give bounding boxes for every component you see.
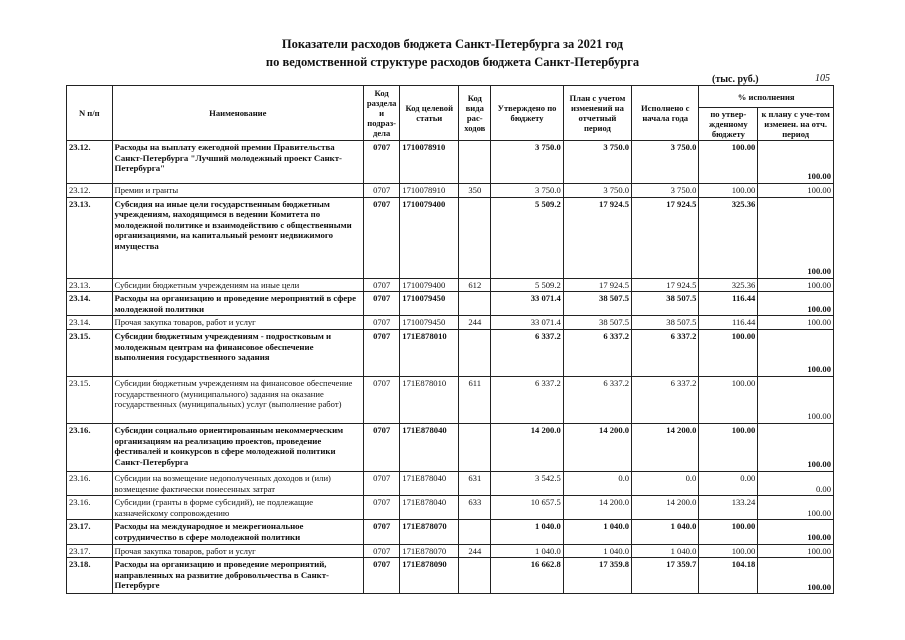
row-executed: 1 040.0 — [632, 520, 699, 544]
row-number: 23.16. — [67, 496, 113, 520]
row-pct-plan: 100.00 — [758, 278, 834, 292]
row-number: 23.17. — [67, 544, 113, 558]
row-article-code: 1710079400 — [400, 278, 459, 292]
col-section-header: Код раздела и подраз-дела — [364, 86, 400, 141]
row-pct-plan: 100.00 — [758, 329, 834, 376]
row-number: 23.13. — [67, 197, 113, 278]
table-row — [67, 423, 834, 471]
row-pct-plan: 100.00 — [758, 520, 834, 544]
col-pct-group-header: % исполнения — [699, 86, 834, 108]
row-pct-plan: 100.00 — [758, 423, 834, 471]
row-approved: 5 509.2 — [491, 197, 563, 278]
row-article-code: 1710078910 — [400, 184, 459, 198]
row-number: 23.16. — [67, 471, 113, 495]
row-section-code: 0707 — [364, 423, 400, 471]
row-plan: 17 359.8 — [563, 558, 631, 594]
row-name: Субсидии бюджетным учреждениям на финансовое обеспечение государственного (муниципального) задания на оказание государственных (муниципальных) услуг (выполнение работ) — [112, 376, 364, 423]
col-num-header: N п/п — [67, 86, 113, 141]
row-name: Субсидии на возмещение недополученных доходов и (или) возмещение фактически понесенных затрат — [112, 471, 364, 495]
row-name: Субсидия на иные цели государственным бюджетным учреждениям, находящимся в ведении Комитета по молодежной политике и взаимодействию с общественными организациями, на капитальный ремонт недвижимого имущества — [112, 197, 364, 278]
row-plan: 17 924.5 — [563, 197, 631, 278]
table-row — [67, 141, 834, 184]
row-pct-approved: 0.00 — [699, 471, 758, 495]
row-section-code: 0707 — [364, 278, 400, 292]
row-approved: 3 542.5 — [491, 471, 563, 495]
row-executed: 14 200.0 — [632, 423, 699, 471]
row-plan: 3 750.0 — [563, 141, 631, 184]
row-plan: 14 200.0 — [563, 423, 631, 471]
row-name: Расходы на организацию и проведение мероприятий, направленных на развитие добровольчества в Санкт-Петербурге — [112, 558, 364, 594]
row-name: Прочая закупка товаров, работ и услуг — [112, 544, 364, 558]
row-plan: 0.0 — [563, 471, 631, 495]
row-article-code: 171E878040 — [400, 471, 459, 495]
row-section-code: 0707 — [364, 329, 400, 376]
row-executed: 3 750.0 — [632, 184, 699, 198]
table-row — [67, 496, 834, 520]
row-pct-plan: 100.00 — [758, 141, 834, 184]
row-number: 23.13. — [67, 278, 113, 292]
row-pct-plan: 100.00 — [758, 292, 834, 316]
row-plan: 1 040.0 — [563, 544, 631, 558]
row-name: Субсидии бюджетным учреждениям - подростковым и молодежным центрам на финансовое обеспечение выполнения государственного задания — [112, 329, 364, 376]
row-pct-approved: 116.44 — [699, 292, 758, 316]
row-article-code: 1710079450 — [400, 292, 459, 316]
row-type-code — [459, 520, 491, 544]
row-type-code — [459, 329, 491, 376]
row-type-code: 631 — [459, 471, 491, 495]
table-row — [67, 544, 834, 558]
row-type-code: 612 — [459, 278, 491, 292]
row-name: Субсидии бюджетным учреждениям на иные цели — [112, 278, 364, 292]
row-plan: 1 040.0 — [563, 520, 631, 544]
row-type-code: 244 — [459, 544, 491, 558]
table-body — [67, 141, 834, 594]
row-approved: 3 750.0 — [491, 141, 563, 184]
row-section-code: 0707 — [364, 292, 400, 316]
row-section-code: 0707 — [364, 471, 400, 495]
table-row — [67, 184, 834, 198]
row-executed: 1 040.0 — [632, 544, 699, 558]
row-executed: 6 337.2 — [632, 329, 699, 376]
row-pct-approved: 325.36 — [699, 278, 758, 292]
row-pct-approved: 100.00 — [699, 184, 758, 198]
row-executed: 3 750.0 — [632, 141, 699, 184]
row-pct-approved: 325.36 — [699, 197, 758, 278]
row-plan: 14 200.0 — [563, 496, 631, 520]
row-type-code — [459, 558, 491, 594]
row-plan: 17 924.5 — [563, 278, 631, 292]
page-number: 105 — [815, 73, 830, 84]
row-plan: 38 507.5 — [563, 292, 631, 316]
row-number: 23.12. — [67, 184, 113, 198]
col-type-header: Код вида рас-ходов — [459, 86, 491, 141]
row-pct-approved: 100.00 — [699, 376, 758, 423]
col-article-header: Код целевой статьи — [400, 86, 459, 141]
row-executed: 17 359.7 — [632, 558, 699, 594]
row-article-code: 171E878090 — [400, 558, 459, 594]
table-row — [67, 278, 834, 292]
row-article-code: 171E878010 — [400, 329, 459, 376]
row-number: 23.15. — [67, 376, 113, 423]
row-approved: 1 040.0 — [491, 544, 563, 558]
row-section-code: 0707 — [364, 496, 400, 520]
row-pct-plan: 100.00 — [758, 496, 834, 520]
row-approved: 1 040.0 — [491, 520, 563, 544]
row-section-code: 0707 — [364, 520, 400, 544]
row-number: 23.18. — [67, 558, 113, 594]
row-number: 23.14. — [67, 292, 113, 316]
row-pct-approved: 100.00 — [699, 544, 758, 558]
row-executed: 6 337.2 — [632, 376, 699, 423]
row-article-code: 171E878070 — [400, 544, 459, 558]
row-section-code: 0707 — [364, 184, 400, 198]
row-pct-approved: 100.00 — [699, 423, 758, 471]
col-pct-approved-header: по утвер-жденному бюджету — [699, 108, 758, 141]
row-pct-approved: 104.18 — [699, 558, 758, 594]
row-plan: 38 507.5 — [563, 316, 631, 330]
row-plan: 6 337.2 — [563, 376, 631, 423]
row-plan: 3 750.0 — [563, 184, 631, 198]
row-article-code: 1710079450 — [400, 316, 459, 330]
row-pct-approved: 100.00 — [699, 520, 758, 544]
row-number: 23.16. — [67, 423, 113, 471]
row-article-code: 1710079400 — [400, 197, 459, 278]
report-title-line1: Показатели расходов бюджета Санкт-Петербурга за 2021 год — [281, 37, 624, 51]
table-row — [67, 329, 834, 376]
row-pct-plan: 100.00 — [758, 544, 834, 558]
row-type-code: 611 — [459, 376, 491, 423]
row-type-code — [459, 141, 491, 184]
table-row — [67, 520, 834, 544]
col-plan-header: План с учетом изменений на отчетный период — [563, 86, 631, 141]
row-executed: 0.0 — [632, 471, 699, 495]
row-pct-plan: 100.00 — [758, 197, 834, 278]
row-pct-approved: 100.00 — [699, 141, 758, 184]
units-label: (тыс. руб.) — [712, 74, 759, 85]
row-plan: 6 337.2 — [563, 329, 631, 376]
row-approved: 14 200.0 — [491, 423, 563, 471]
row-pct-plan: 100.00 — [758, 184, 834, 198]
col-approved-header: Утверждено по бюджету — [491, 86, 563, 141]
row-name: Субсидии социально ориентированным некоммерческим организациям на реализацию проектов, проведение фестивалей и конкурсов в сфере молодежной политики Санкт-Петербурга — [112, 423, 364, 471]
row-section-code: 0707 — [364, 316, 400, 330]
row-approved: 10 657.5 — [491, 496, 563, 520]
row-approved: 6 337.2 — [491, 376, 563, 423]
row-approved: 5 509.2 — [491, 278, 563, 292]
table-row — [67, 316, 834, 330]
row-pct-plan: 0.00 — [758, 471, 834, 495]
row-pct-approved: 133.24 — [699, 496, 758, 520]
row-executed: 38 507.5 — [632, 292, 699, 316]
row-article-code: 171E878070 — [400, 520, 459, 544]
report-title-line2: по ведомственной структуре расходов бюджета Санкт-Петербурга — [265, 55, 640, 69]
row-type-code — [459, 292, 491, 316]
row-number: 23.12. — [67, 141, 113, 184]
row-name: Расходы на выплату ежегодной премии Правительства Санкт-Петербурга "Лучший молодежный проект Санкт-Петербурга" — [112, 141, 364, 184]
row-approved: 33 071.4 — [491, 292, 563, 316]
row-approved: 6 337.2 — [491, 329, 563, 376]
row-type-code — [459, 197, 491, 278]
row-pct-approved: 100.00 — [699, 329, 758, 376]
row-section-code: 0707 — [364, 558, 400, 594]
row-approved: 3 750.0 — [491, 184, 563, 198]
row-type-code: 244 — [459, 316, 491, 330]
table-row — [67, 558, 834, 594]
row-article-code: 171E878040 — [400, 423, 459, 471]
row-type-code: 633 — [459, 496, 491, 520]
col-pct-plan-header: к плану с уче-том изменен. на отч. период — [758, 108, 834, 141]
row-executed: 38 507.5 — [632, 316, 699, 330]
row-section-code: 0707 — [364, 141, 400, 184]
row-section-code: 0707 — [364, 376, 400, 423]
row-type-code — [459, 423, 491, 471]
row-section-code: 0707 — [364, 197, 400, 278]
row-name: Субсидии (гранты в форме субсидий), не подлежащие казначейскому сопровождению — [112, 496, 364, 520]
row-type-code: 350 — [459, 184, 491, 198]
row-pct-plan: 100.00 — [758, 316, 834, 330]
row-executed: 14 200.0 — [632, 496, 699, 520]
table-row — [67, 292, 834, 316]
row-article-code: 1710078910 — [400, 141, 459, 184]
col-name-header: Наименование — [112, 86, 364, 141]
row-approved: 33 071.4 — [491, 316, 563, 330]
row-pct-approved: 116.44 — [699, 316, 758, 330]
budget-table — [66, 85, 834, 594]
row-pct-plan: 100.00 — [758, 376, 834, 423]
row-article-code: 171E878040 — [400, 496, 459, 520]
row-article-code: 171E878010 — [400, 376, 459, 423]
row-approved: 16 662.8 — [491, 558, 563, 594]
row-number: 23.14. — [67, 316, 113, 330]
row-name: Премии и гранты — [112, 184, 364, 198]
row-name: Расходы на организацию и проведение мероприятий в сфере молодежной политики — [112, 292, 364, 316]
table-row — [67, 197, 834, 278]
col-executed-header: Исполнено с начала года — [632, 86, 699, 141]
row-executed: 17 924.5 — [632, 197, 699, 278]
row-executed: 17 924.5 — [632, 278, 699, 292]
table-row — [67, 376, 834, 423]
row-name: Прочая закупка товаров, работ и услуг — [112, 316, 364, 330]
row-name: Расходы на международное и межрегиональное сотрудничество в сфере молодежной политики — [112, 520, 364, 544]
row-section-code: 0707 — [364, 544, 400, 558]
row-number: 23.17. — [67, 520, 113, 544]
row-number: 23.15. — [67, 329, 113, 376]
row-pct-plan: 100.00 — [758, 558, 834, 594]
table-row — [67, 471, 834, 495]
